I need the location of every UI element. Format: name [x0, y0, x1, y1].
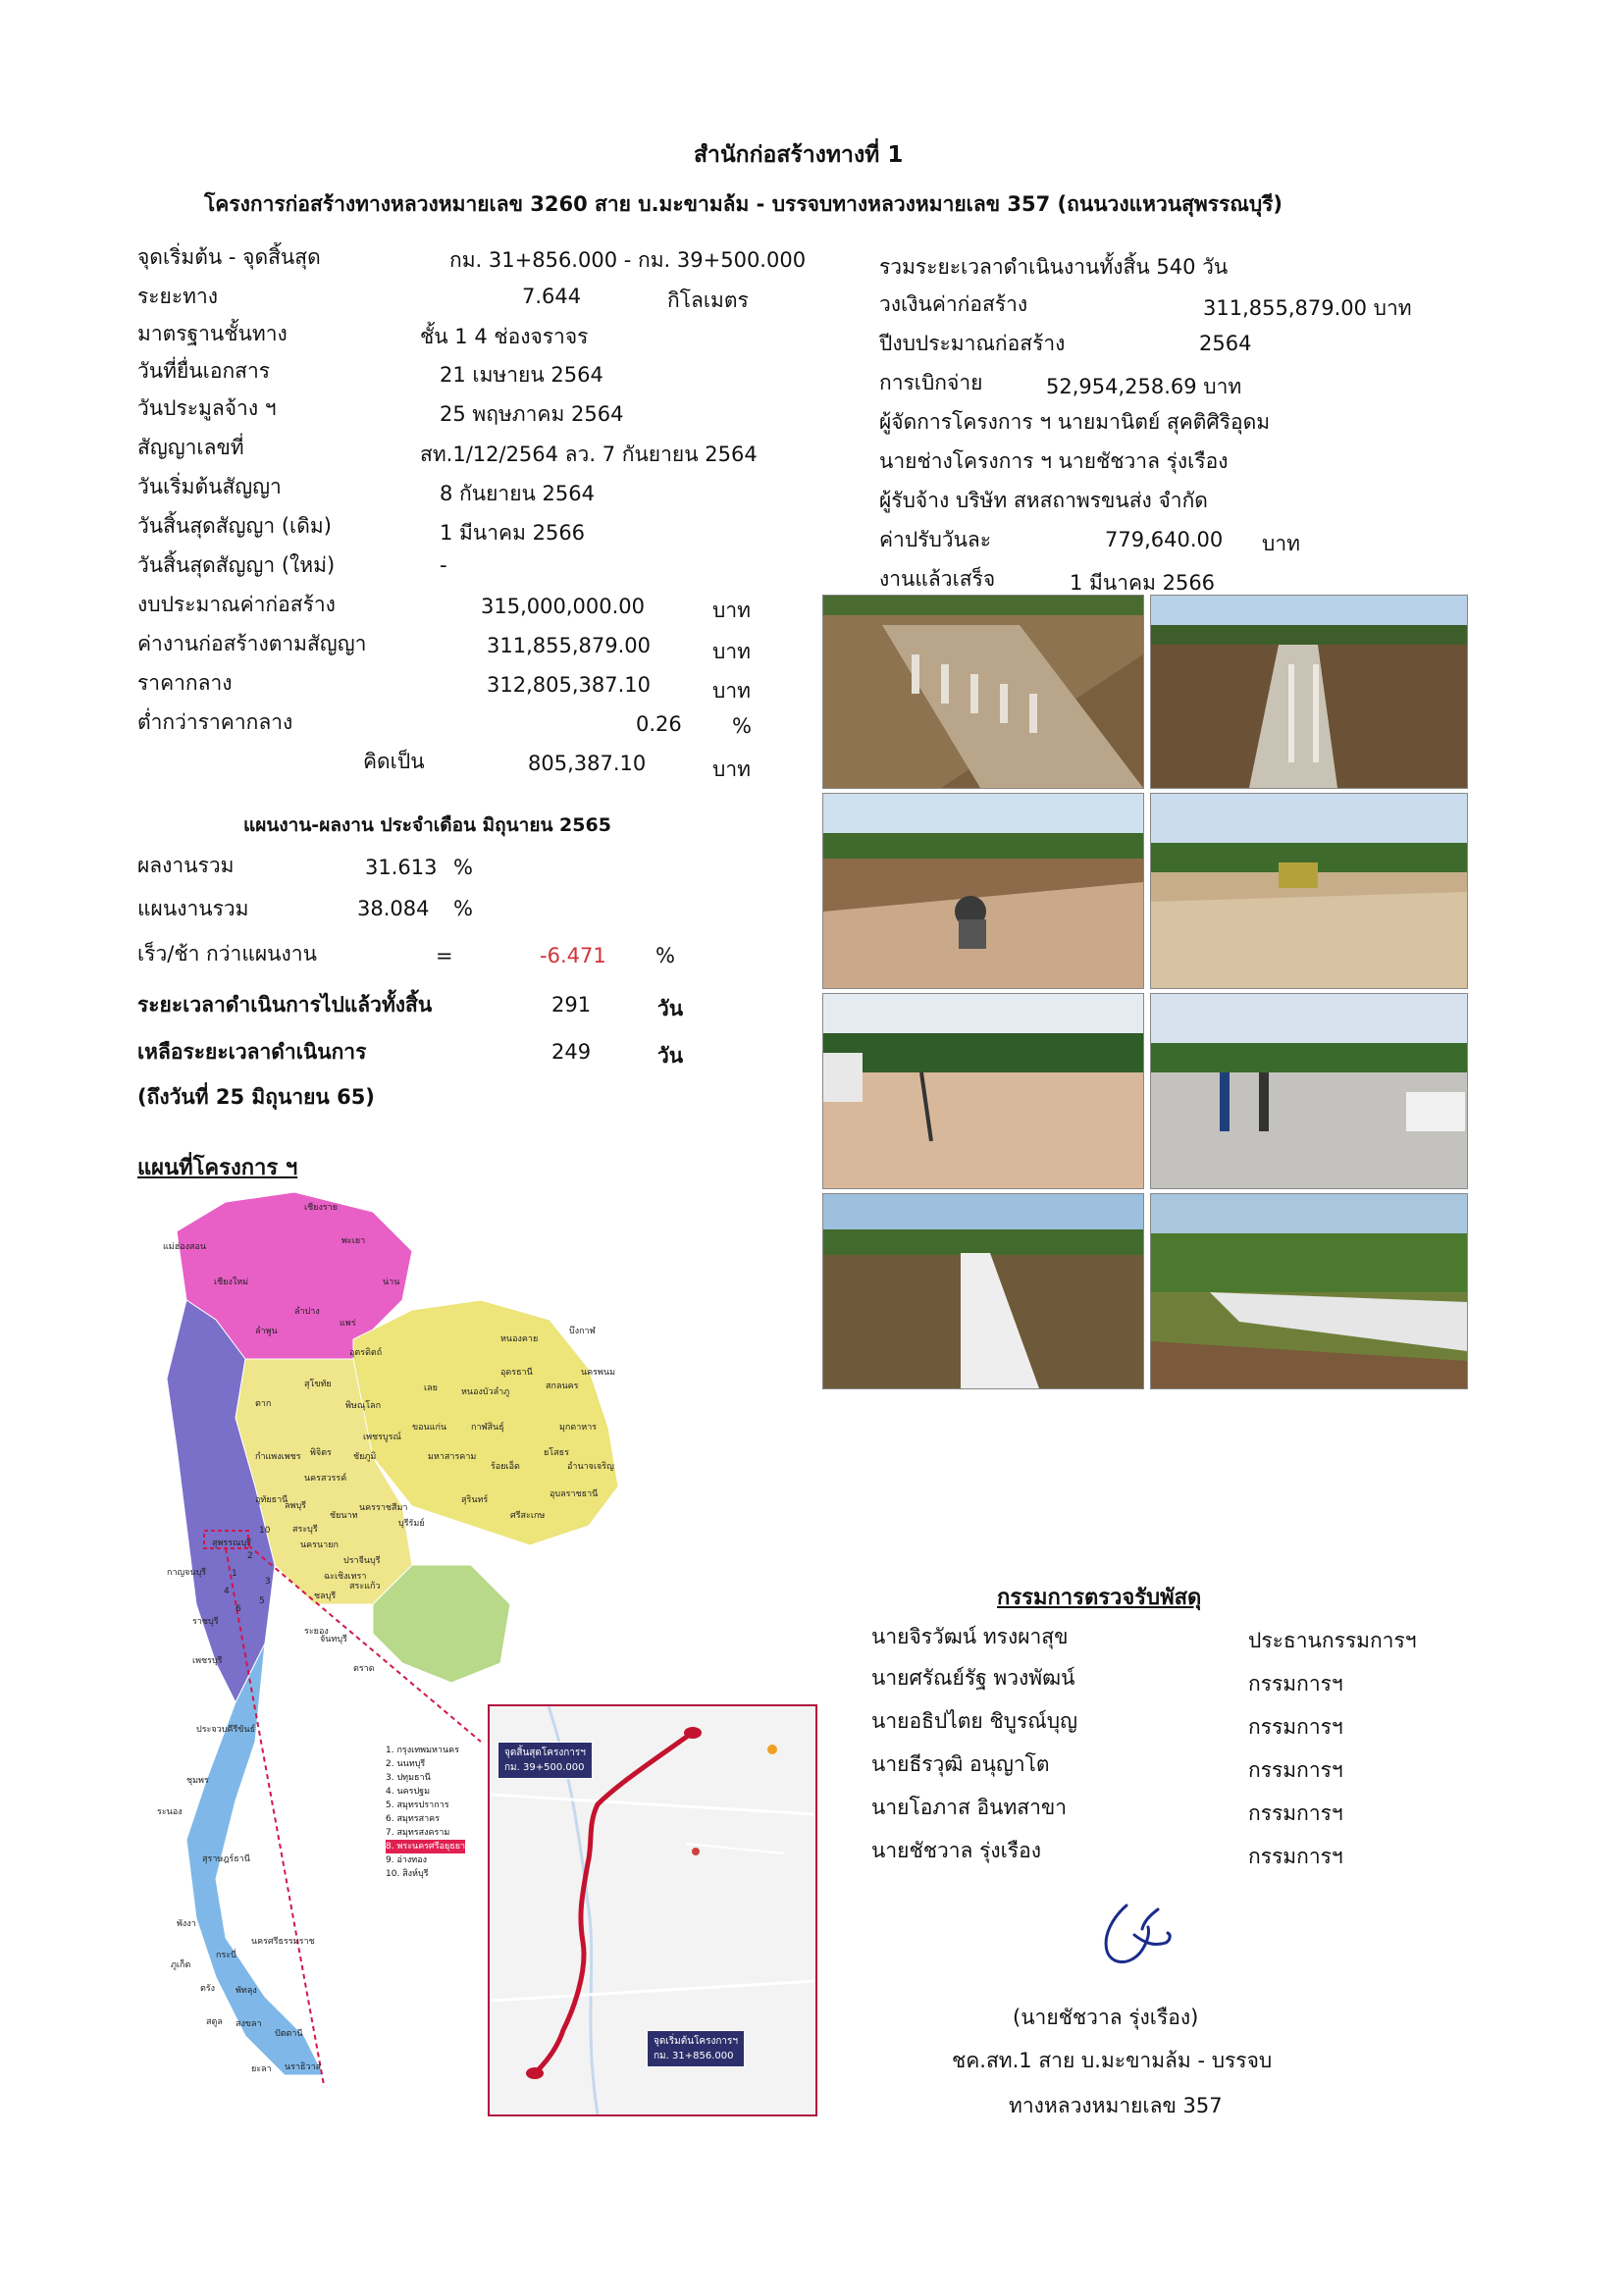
province-label: ลำปาง	[294, 1307, 320, 1317]
elapsed-label: ระยะเวลาดำเนินการไปแล้วทั้งสิ้น	[137, 993, 433, 1017]
province-label: มุกดาหาร	[559, 1423, 598, 1433]
site-photo	[822, 595, 1144, 789]
budget-value: 311,855,879.00 บาท	[1203, 296, 1412, 320]
diff-percent: %	[655, 944, 675, 967]
budget-value: 312,805,387.10	[487, 673, 651, 697]
committee-role: ประธานกรรมการฯ	[1248, 1629, 1417, 1652]
committee-role: กรรมการฯ	[1248, 1845, 1343, 1868]
province-label: อุตรดิตถ์	[349, 1348, 383, 1358]
province-label: กำแพงเพชร	[255, 1452, 301, 1462]
as-of-date: (ถึงวันที่ 25 มิถุนายน 65)	[137, 1085, 375, 1109]
disbursement-label: การเบิกจ่าย	[879, 371, 983, 394]
province-label: เชียงราย	[304, 1203, 339, 1213]
info-label: วันสิ้นสุดสัญญา (ใหม่)	[137, 553, 336, 577]
budget-unit: บาท	[712, 679, 751, 703]
province-label: นครศรีธรรมราช	[251, 1937, 315, 1947]
province-label: พัทลุง	[236, 1986, 257, 1996]
info-value: กม. 31+856.000 - กม. 39+500.000	[449, 248, 807, 272]
map-number: 3	[265, 1577, 271, 1587]
committee-role: กรรมการฯ	[1248, 1672, 1343, 1696]
legend-item-highlight: 8. พระนครศรีอยุธยา	[386, 1842, 466, 1852]
committee-name: นายจิรวัฒน์ ทรงผาสุข	[871, 1625, 1069, 1648]
committee-name: นายอธิปไตย ชิบูรณ์บุญ	[871, 1709, 1077, 1733]
signature-mark	[1089, 1896, 1183, 1970]
fiscal-year-value: 2564	[1199, 332, 1252, 355]
committee-role: กรรมการฯ	[1248, 1715, 1343, 1739]
committee-role: กรรมการฯ	[1248, 1801, 1343, 1825]
info-value: -	[440, 553, 447, 577]
committee-name: นายชัชวาล รุ่งเรือง	[871, 1839, 1041, 1862]
budget-label: งบประมาณค่าก่อสร้าง	[137, 593, 336, 616]
diff-equals: =	[436, 944, 453, 967]
route-end-km: กม. 39+500.000	[504, 1762, 585, 1773]
route-start-name: จุดเริ่มต้นโครงการฯ	[654, 2036, 739, 2047]
legend-item: 1. กรุงเทพมหานคร	[386, 1746, 459, 1755]
plan-percent: %	[453, 897, 473, 920]
site-photo	[1150, 595, 1468, 789]
info-value: 7.644	[522, 285, 582, 308]
province-label: สุโขทัย	[304, 1380, 332, 1389]
remaining-unit: วัน	[657, 1044, 684, 1068]
province-label: ระยอง	[304, 1627, 329, 1637]
map-heading: แผนที่โครงการ ฯ	[137, 1156, 298, 1180]
province-label: นครพนม	[581, 1368, 616, 1378]
site-photo	[1150, 993, 1468, 1189]
committee-title: กรรมการตรวจรับพัสดุ	[997, 1586, 1202, 1610]
legend-item: 10. สิงห์บุรี	[386, 1869, 429, 1879]
info-label: มาตรฐานชั้นทาง	[137, 322, 288, 345]
budget-unit: บาท	[712, 599, 751, 622]
budget-value: 315,000,000.00	[481, 595, 645, 618]
budget-label: ราคากลาง	[137, 671, 233, 695]
province-label: ตรัง	[200, 1984, 216, 1994]
province-label: อำนาจเจริญ	[567, 1462, 614, 1472]
info-unit: กิโลเมตร	[667, 288, 749, 312]
province-label: แม่ฮ่องสอน	[163, 1242, 207, 1252]
province-label: กระบี่	[216, 1951, 236, 1960]
completion-label: งานแล้วเสร็จ	[879, 567, 996, 591]
elapsed-unit: วัน	[657, 997, 684, 1020]
fine-label: ค่าปรับวันละ	[879, 528, 992, 551]
project-engineer: นายช่างโครงการ ฯ นายชัชวาล รุ่งเรือง	[879, 449, 1229, 473]
info-label: วันเริ่มต้นสัญญา	[137, 475, 282, 498]
budget-value: 311,855,879.00	[487, 634, 651, 657]
info-value: สท.1/12/2564 ลว. 7 กันยายน 2564	[420, 443, 758, 466]
map-number: 2	[247, 1551, 253, 1561]
province-label: ฉะเชิงเทรา	[324, 1572, 367, 1582]
province-label: สระบุรี	[292, 1525, 318, 1535]
province-label: สุราษฎร์ธานี	[202, 1854, 250, 1864]
remaining-value: 249	[551, 1040, 592, 1064]
map-number: 10	[259, 1526, 271, 1536]
province-label: มหาสารคาม	[428, 1452, 477, 1462]
province-label: ยะลา	[251, 2064, 272, 2074]
legend-item: 4. นครปฐม	[386, 1787, 431, 1797]
signer-position: ชค.สท.1 สาย บ.มะขามล้ม - บรรจบ	[952, 2049, 1273, 2072]
province-label: พิจิตร	[310, 1448, 332, 1458]
province-label: อุดรธานี	[500, 1368, 533, 1378]
legend-item: 5. สมุทรปราการ	[386, 1800, 449, 1810]
province-label: บึงกาฬ	[569, 1327, 596, 1336]
signer-position-line2: ทางหลวงหมายเลข 357	[1009, 2094, 1223, 2117]
province-label: นครนายก	[300, 1540, 339, 1550]
site-photo	[1150, 1193, 1468, 1389]
info-label: จุดเริ่มต้น - จุดสิ้นสุด	[137, 245, 321, 269]
province-label: ลพบุรี	[285, 1501, 306, 1511]
project-manager: ผู้จัดการโครงการ ฯ นายมานิตย์ สุคติศิริอุดม	[879, 410, 1271, 434]
province-label: จันทบุรี	[320, 1635, 347, 1644]
province-label: ประจวบคีรีขันธ์	[196, 1725, 256, 1735]
budget-label: วงเงินค่าก่อสร้าง	[879, 292, 1028, 316]
legend-item: 9. อ่างทอง	[386, 1855, 428, 1865]
province-label: ปัตตานี	[275, 2029, 303, 2039]
province-label: ร้อยเอ็ด	[491, 1462, 520, 1472]
info-label: วันสิ้นสุดสัญญา (เดิม)	[137, 514, 332, 538]
site-photo	[822, 993, 1144, 1189]
committee-name: นายศรัณย์รัฐ พวงพัฒน์	[871, 1666, 1075, 1690]
info-label: สัญญาเลขที่	[137, 436, 244, 459]
info-label: วันที่ยื่นเอกสาร	[137, 359, 271, 383]
route-line	[537, 1734, 691, 2071]
province-label: นครราชสีมา	[359, 1503, 408, 1513]
duration-total: รวมระยะเวลาดำเนินงานทั้งสิ้น 540 วัน	[879, 255, 1229, 279]
budget-label: ค่างานก่อสร้างตามสัญญา	[137, 632, 367, 655]
plan-value: 38.084	[357, 897, 430, 920]
province-label: กาฬสินธุ์	[471, 1423, 504, 1433]
map-number: 1	[232, 1569, 237, 1579]
province-label: ระนอง	[157, 1807, 183, 1817]
map-number: 4	[224, 1587, 230, 1596]
province-label: กาญจนบุรี	[167, 1568, 207, 1578]
province-label: ราชบุรี	[192, 1617, 219, 1627]
province-label: ปราจีนบุรี	[343, 1556, 381, 1566]
disbursement-value: 52,954,258.69 บาท	[1046, 375, 1242, 398]
map-number: 6	[236, 1604, 241, 1614]
fine-value: 779,640.00	[1105, 528, 1224, 551]
map-legend	[386, 1744, 465, 1881]
budget-unit: บาท	[712, 640, 751, 663]
actual-value: 31.613	[365, 856, 438, 879]
legend-item: 3. ปทุมธานี	[386, 1773, 431, 1783]
route-start-label	[647, 2030, 745, 2067]
province-label: นครสวรรค์	[304, 1474, 347, 1484]
project-title: โครงการก่อสร้างทางหลวงหมายเลข 3260 สาย บ.มะขามล้ม - บรรจบทางหลวงหมายเลข 357 (ถนนวงแหวนสุพรรณบุรี)	[204, 192, 1283, 216]
province-label: ชัยภูมิ	[353, 1452, 377, 1462]
province-label: ขอนแก่น	[412, 1423, 447, 1433]
province-label: เพชรบุรี	[192, 1656, 223, 1666]
province-label: พิษณุโลก	[345, 1401, 382, 1411]
province-label: แพร่	[340, 1319, 356, 1329]
province-label: ลำพูน	[255, 1327, 278, 1336]
diff-label: เร็ว/ช้า กว่าแผนงาน	[137, 942, 317, 965]
budget-value: 805,387.10	[528, 752, 647, 775]
info-value: 21 เมษายน 2564	[440, 363, 603, 387]
province-label: สุรินทร์	[461, 1495, 489, 1505]
info-value: ชั้น 1 4 ช่องจราจร	[420, 325, 589, 348]
province-label: ศรีสะเกษ	[510, 1511, 546, 1521]
info-value: 1 มีนาคม 2566	[440, 521, 586, 545]
budget-label: ต่ำกว่าราคากลาง	[137, 710, 293, 734]
budget-value: 0.26	[636, 712, 682, 736]
budget-unit: บาท	[712, 757, 751, 781]
province-label: นราธิวาส	[285, 2062, 322, 2072]
route-start-km: กม. 31+856.000	[654, 2051, 734, 2061]
province-label: ชลบุรี	[314, 1592, 337, 1601]
actual-label: ผลงานรวม	[137, 854, 235, 877]
budget-label: คิดเป็น	[363, 750, 425, 773]
province-label: ชัยนาท	[330, 1511, 358, 1521]
budget-unit: %	[732, 714, 752, 738]
province-label: ยโสธร	[544, 1448, 569, 1458]
info-label: วันประมูลจ้าง ฯ	[137, 396, 277, 420]
province-label: หนองบัวลำภู	[461, 1387, 510, 1397]
province-label: สุพรรณบุรี	[212, 1539, 251, 1548]
elapsed-value: 291	[551, 993, 592, 1017]
site-photo	[822, 1193, 1144, 1389]
province-label: น่าน	[383, 1278, 400, 1287]
info-value: 8 กันยายน 2564	[440, 482, 595, 505]
legend-item: 2. นนทบุรี	[386, 1759, 426, 1769]
info-label: ระยะทาง	[137, 285, 219, 308]
committee-name: นายธีรวุฒิ อนุญาโต	[871, 1752, 1050, 1776]
province-label: พะเยา	[341, 1236, 366, 1246]
province-label: สงขลา	[236, 2019, 262, 2029]
province-label: ตราด	[353, 1664, 375, 1674]
legend-item: 7. สมุทรสงคราม	[386, 1828, 450, 1838]
fiscal-year-label: ปีงบประมาณก่อสร้าง	[879, 332, 1066, 355]
route-end-label	[497, 1742, 593, 1779]
province-label: ชุมพร	[186, 1776, 209, 1786]
province-label: พังงา	[177, 1919, 196, 1929]
route-inset-map	[488, 1704, 817, 2116]
progress-title: แผนงาน-ผลงาน ประจำเดือน มิถุนายน 2565	[243, 814, 611, 836]
office-title: สำนักก่อสร้างทางที่ 1	[694, 142, 904, 168]
province-label: เชียงใหม่	[214, 1278, 249, 1287]
info-value: 25 พฤษภาคม 2564	[440, 402, 624, 426]
province-label: เพชรบูรณ์	[363, 1433, 401, 1442]
legend-item: 6. สมุทรสาคร	[386, 1814, 441, 1824]
signer-name: (นายชัชวาล รุ่งเรือง)	[1013, 2006, 1199, 2029]
diff-value: -6.471	[540, 944, 606, 967]
province-label: ตาก	[255, 1399, 272, 1409]
province-label: หนองคาย	[500, 1334, 539, 1344]
completion-value: 1 มีนาคม 2566	[1070, 571, 1216, 595]
site-photo	[1150, 793, 1468, 989]
province-label: สตูล	[206, 2017, 223, 2027]
site-photo	[822, 793, 1144, 989]
plan-label: แผนงานรวม	[137, 897, 249, 920]
province-label: ภูเก็ต	[171, 1960, 191, 1970]
province-label: บุรีรัมย์	[398, 1519, 425, 1529]
committee-name: นายโอภาส อินทสาขา	[871, 1796, 1068, 1819]
route-end-name: จุดสิ้นสุดโครงการฯ	[504, 1748, 586, 1758]
committee-role: กรรมการฯ	[1248, 1758, 1343, 1782]
province-label: อุบลราชธานี	[550, 1489, 599, 1499]
fine-unit: บาท	[1262, 532, 1300, 555]
remaining-label: เหลือระยะเวลาดำเนินการ	[137, 1040, 367, 1064]
actual-percent: %	[453, 856, 473, 879]
province-label: เลย	[424, 1383, 438, 1393]
contractor: ผู้รับจ้าง บริษัท สหสถาพรขนส่ง จำกัด	[879, 489, 1208, 512]
map-number: 5	[259, 1596, 265, 1606]
province-label: สกลนคร	[546, 1382, 579, 1391]
province-label: สระแก้ว	[349, 1582, 381, 1592]
province-label: อุทัยธานี	[255, 1495, 288, 1505]
